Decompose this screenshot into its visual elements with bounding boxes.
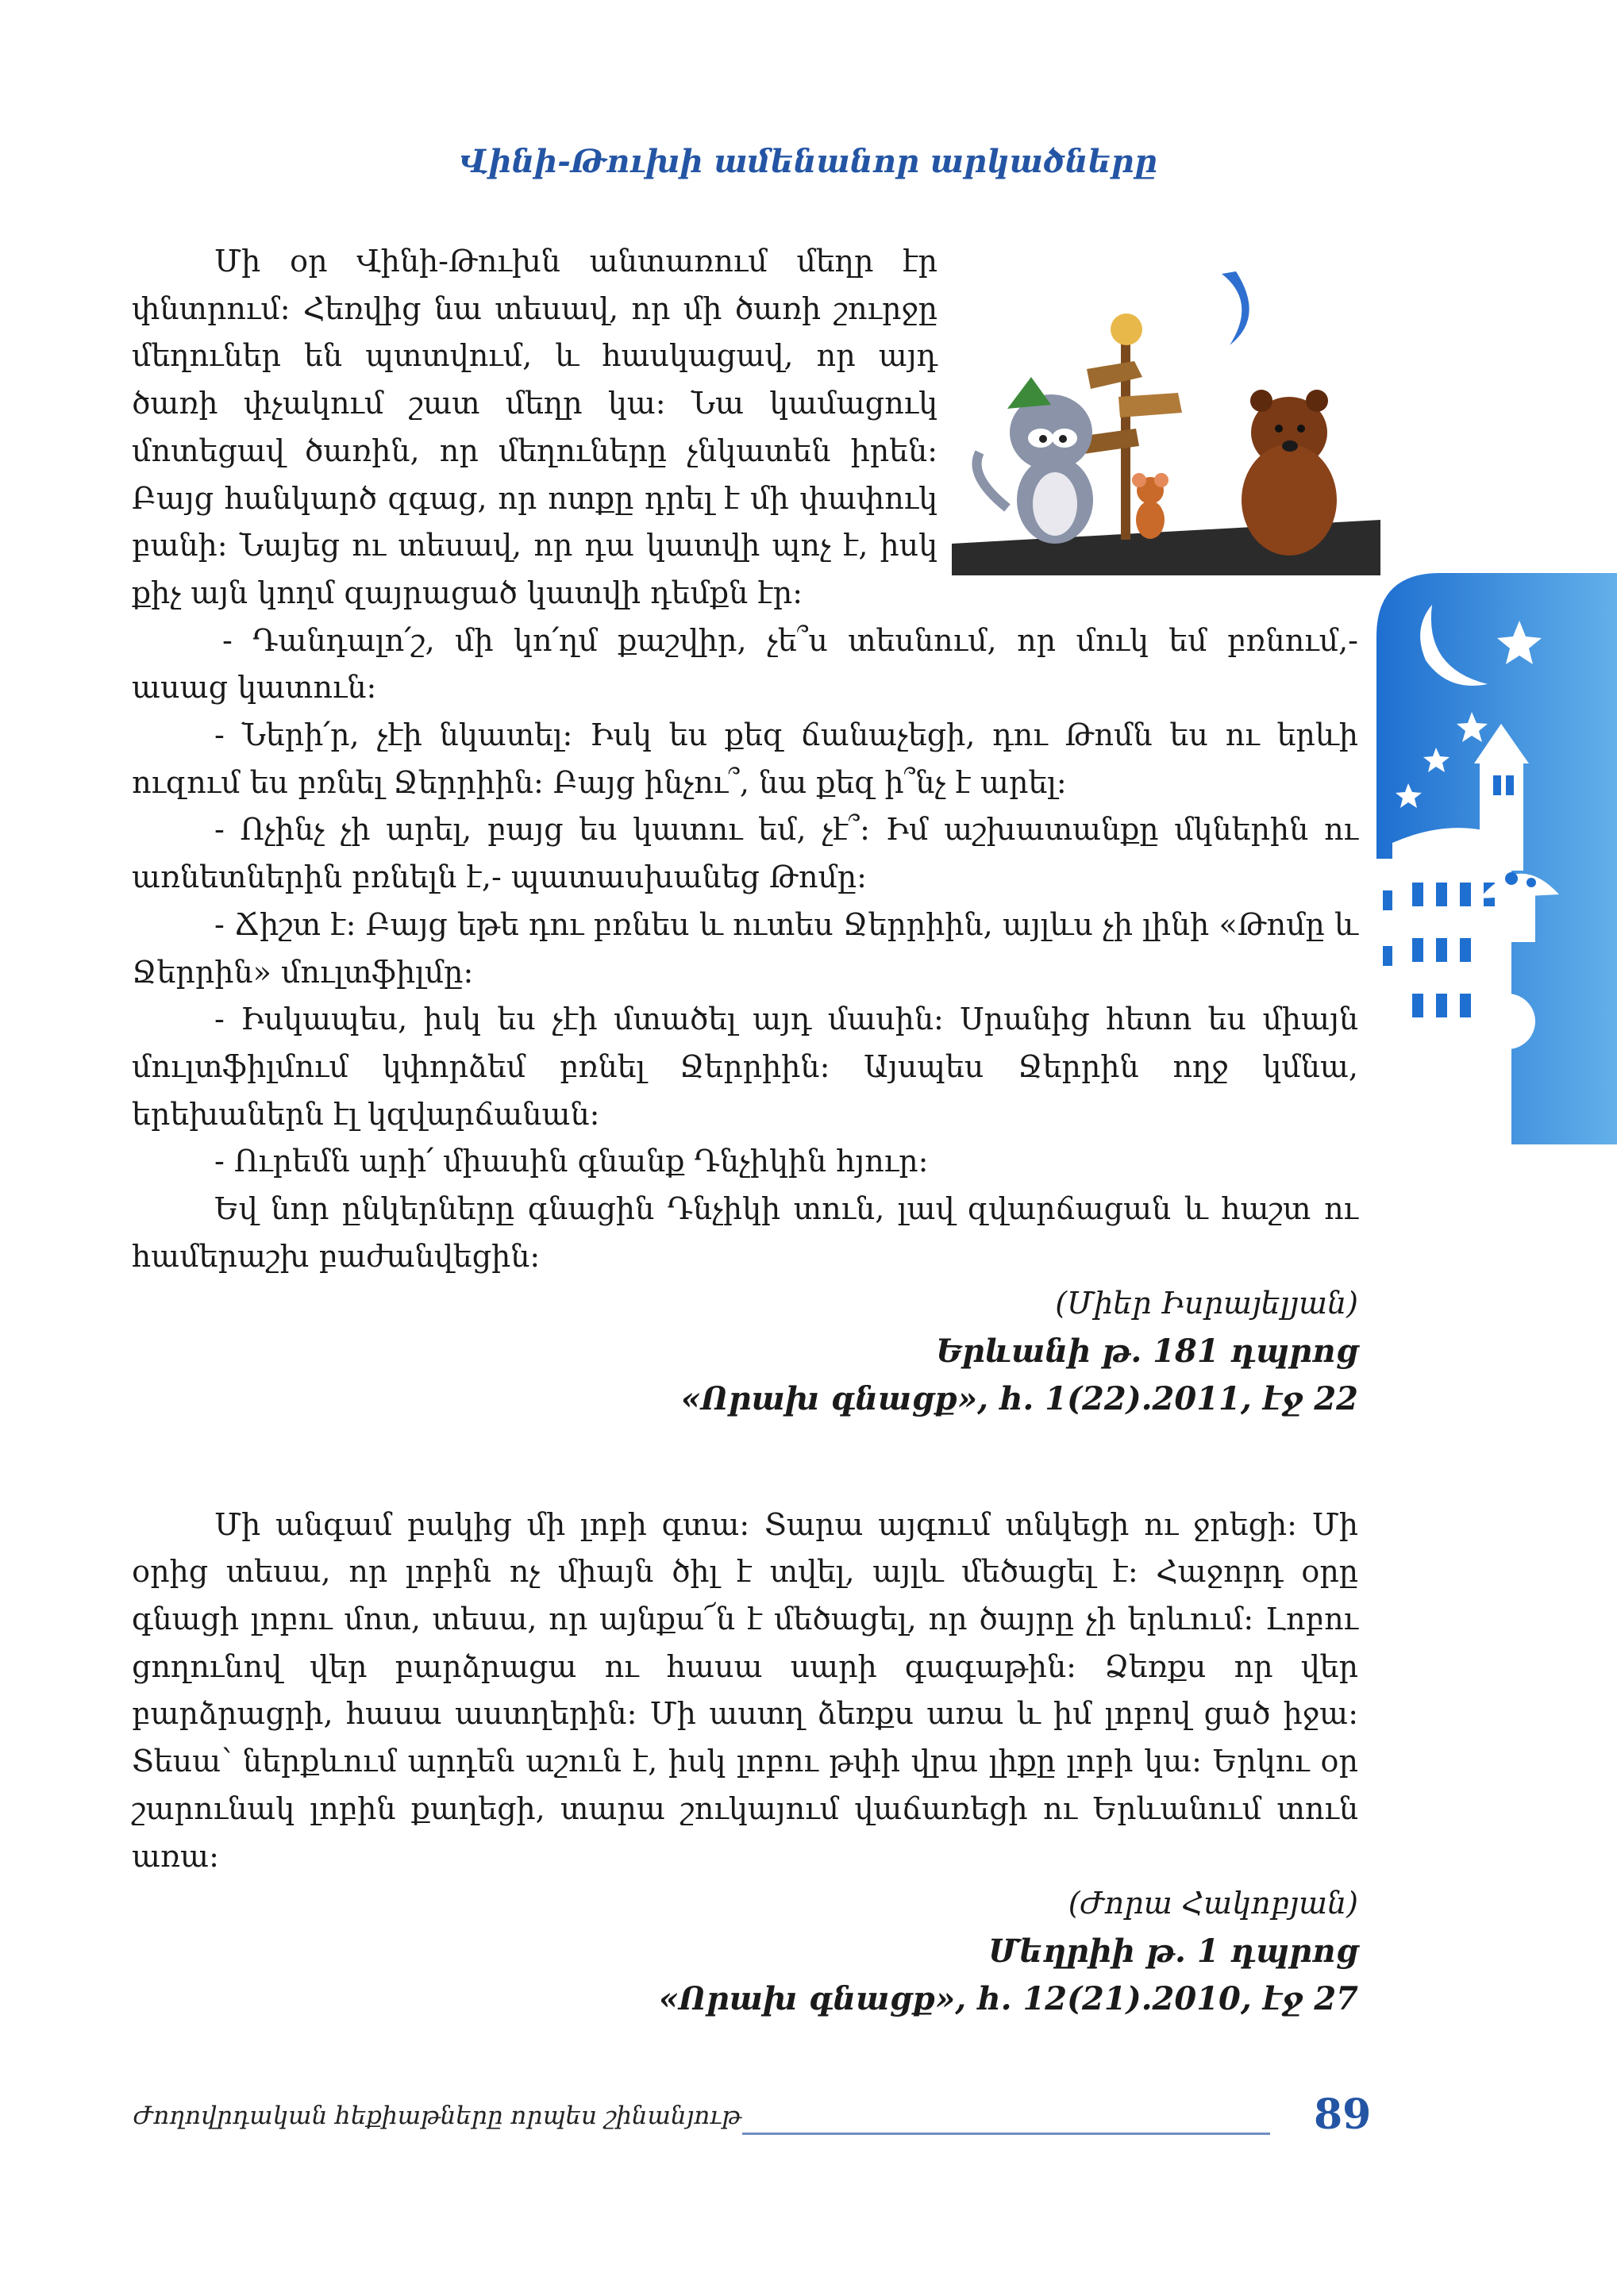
page-title: Վինի-Թուխի ամենանոր արկածները bbox=[460, 143, 1157, 180]
story1-source: «Որախ գնացք», հ. 1(22).2011, էջ 22 bbox=[680, 1379, 1358, 1417]
story2-paragraph: Մի անգամ բակից մի լոբի գտա: Տարա այգում տնկեցի ու ջրեցի: Մի օրից տեսա, որ լոբին ոչ միայն ծիլ է տվել, այլև մեծացել է: Հաջորդ օրը գնացի լոբու մոտ, տեսա, որ այնքա՜ն է մեծացել, որ ծայրը չի երևում: Լոբու ցողունով վեր բարձրացա ու հասա սարի գագաթին: Ձեռքս որ վեր բարձրացրի, հասա աստղերին: Մի աստղ ձեռքս առա և իմ լոբով ցած իջա: Տեսա՝ ներքևում արդեն աշուն է, իսկ լոբու թփի վրա լիքը լոբի կա: Երկու օր շարունակ լոբին քաղեցի, տարա շուկայում վաճառեցի ու Երևանում տուն առա: bbox=[132, 1506, 1358, 1874]
footer-divider bbox=[742, 2133, 1270, 2135]
page-number: 89 bbox=[1314, 2090, 1372, 2139]
story1-paragraph: - Ճիշտ է: Բայց եթե դու բռնես և ուտես Ջերրիին, այլևս չի լինի «Թոմը և Ջերրին» մուլտֆիլմը: bbox=[132, 906, 1358, 990]
story1-paragraph: - Ուրեմն արի՛ միասին գնանք Դնչիկին հյուր: bbox=[214, 1144, 929, 1179]
story1-paragraph: Եվ նոր ընկերները գնացին Դնչիկի տուն, լավ զվարճացան և հաշտ ու համերաշխ բաժանվեցին: bbox=[132, 1191, 1358, 1274]
story-separator bbox=[132, 1423, 1358, 1502]
story1-paragraph: - Ների՛ր, չէի նկատել: Իսկ ես քեզ ճանաչեցի, դու Թոմն ես ու երևի ուզում ես բռնել Ջերրիին: Բայց ինչու՞, նա քեզ ի՞նչ է արել: bbox=[132, 717, 1358, 800]
night-town-side-illustration bbox=[1376, 573, 1617, 1144]
story1-paragraph: - Դանդալո՛շ, մի կո՛ղմ քաշվիր, չե՞ս տեսնում, որ մուկ եմ բռնում,- ասաց կատուն: bbox=[132, 622, 1358, 706]
article-body bbox=[132, 238, 1358, 2022]
story1-paragraph: - Ոչինչ չի արել, բայց ես կատու եմ, չէ՞: Իմ աշխատանքը մկներին ու առնետներին բռնելն է,- պատասխանեց Թոմը: bbox=[132, 812, 1358, 895]
story1-school: Երևանի թ. 181 դպրոց bbox=[935, 1333, 1358, 1371]
story2-author: (Ժորա Հակոբյան) bbox=[1068, 1886, 1358, 1921]
story1-paragraph: - Իսկապես, իսկ ես չէի մտածել այդ մասին: Սրանից հետո ես միայն մուլտֆիլմում կփորձեմ բռնել Ջերրիին: Այսպես Ջերրին ողջ կմնա, երեխաներն էլ կզվարճանան: bbox=[132, 1002, 1358, 1132]
footer-book-title: Ժողովրդական հեքիաթները որպես շինանյութ bbox=[133, 2102, 741, 2130]
story1-author: (Միեր Իսրայելյան) bbox=[1055, 1286, 1358, 1321]
story1-paragraph: Մի օր Վինի-Թուխն անտառում մեղր էր փնտրում: Հեռվից նա տեսավ, որ մի ծառի շուրջը մեղուներ են պտտվում, և հասկացավ, որ այդ ծառի փչակում շատ մեղր կա: Նա կամացուկ մոտեցավ ծառին, որ մեղուները չնկատեն իրեն: Բայց հանկարծ զգաց, որ ոտքը դրել է մի փափուկ բանի: Նայեց ու տեսավ, որ դա կատվի պոչ է, իսկ քիչ այն կողմ զայրացած կատվի դեմքն էր: bbox=[132, 244, 937, 610]
cartoon-illustration bbox=[952, 238, 1380, 575]
story2-school: Մեղրիի թ. 1 դպրոց bbox=[988, 1932, 1358, 1970]
story2-source: «Որախ գնացք», հ. 12(21).2010, էջ 27 bbox=[659, 1979, 1358, 2017]
